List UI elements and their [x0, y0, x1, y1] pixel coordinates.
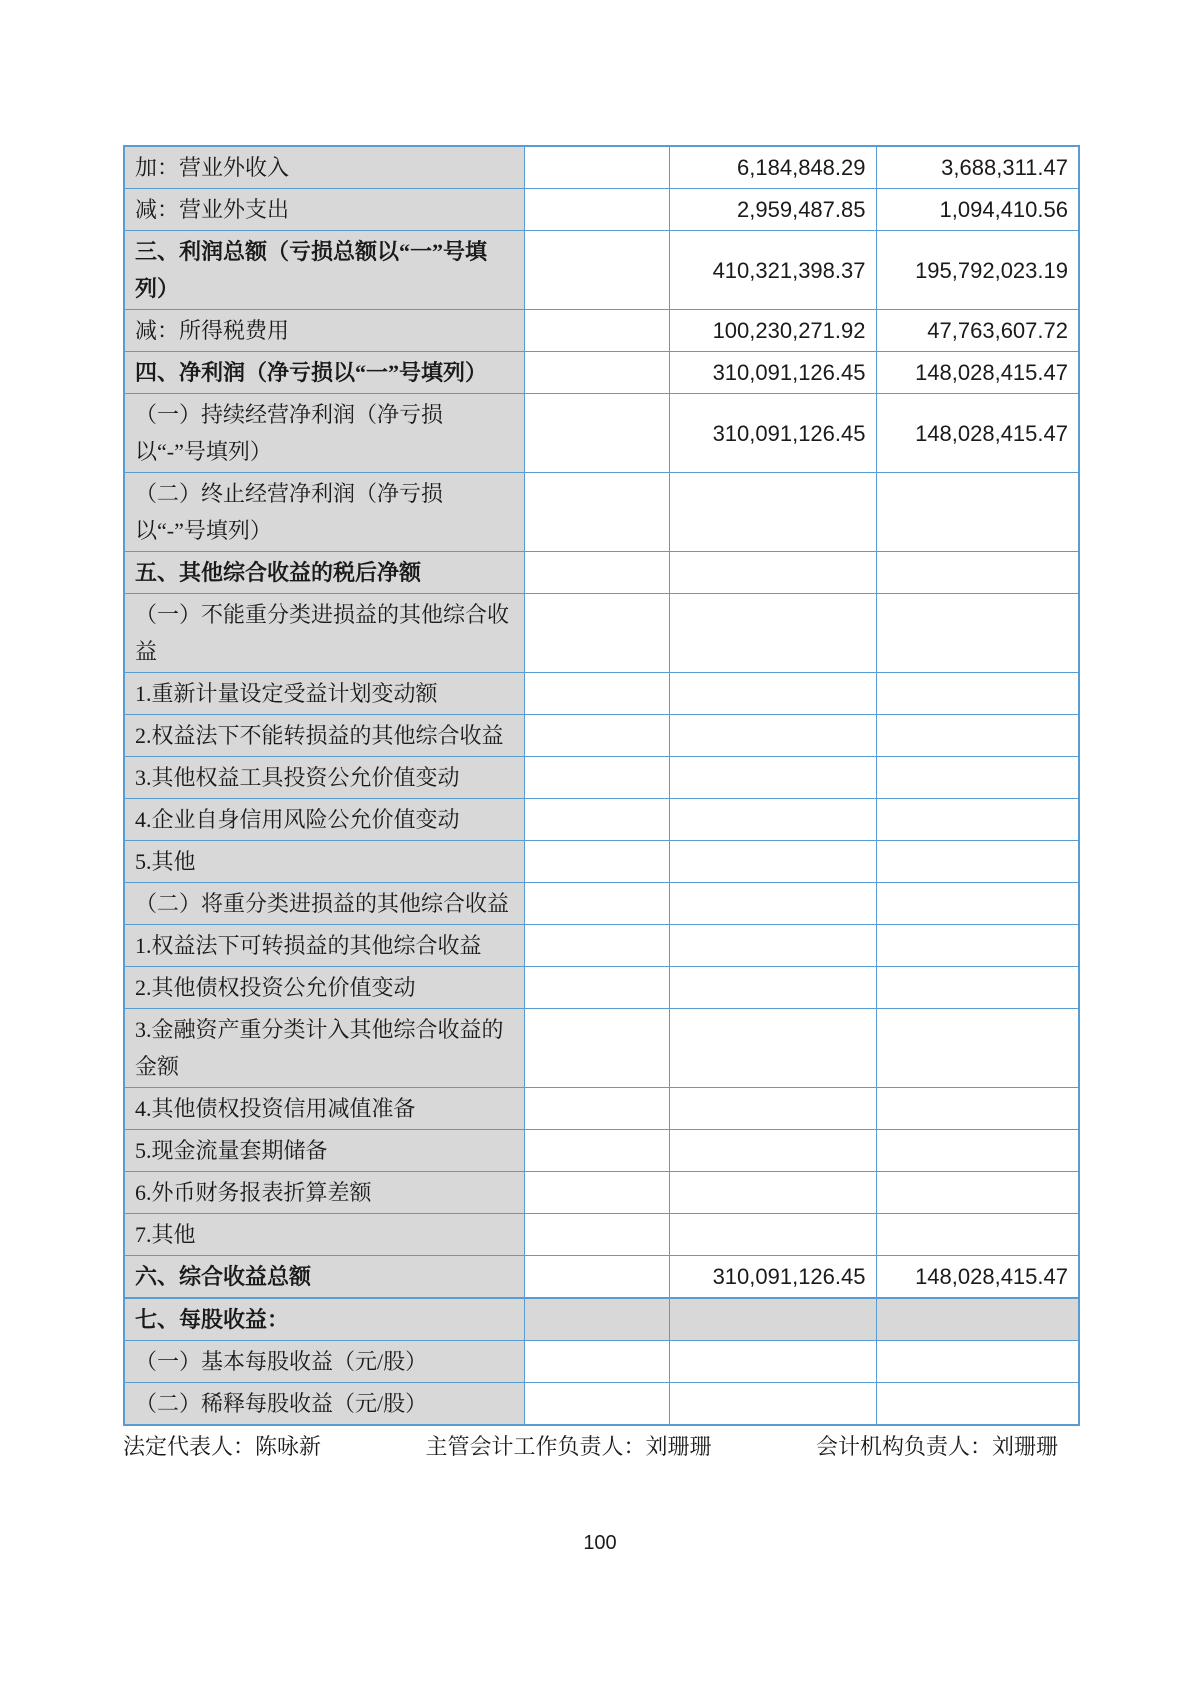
- current-amount-cell: [669, 1130, 876, 1172]
- page-number: 100: [583, 1532, 617, 1554]
- note-cell: [524, 673, 669, 715]
- table-row: [124, 715, 1079, 757]
- table-row: [124, 1088, 1079, 1130]
- row-label-cell: 加：营业外收入: [124, 146, 524, 189]
- legal-representative-text: 法定代表人：陈咏新: [123, 1434, 322, 1459]
- table-row: [124, 394, 1079, 473]
- current-amount-cell: 310,091,126.45: [669, 352, 876, 394]
- note-cell: [524, 1341, 669, 1383]
- note-cell: [524, 1383, 669, 1426]
- current-amount-cell: [669, 594, 876, 673]
- note-cell: [524, 394, 669, 473]
- current-amount-cell: [669, 1383, 876, 1426]
- note-cell: [524, 1172, 669, 1214]
- note-cell: [524, 799, 669, 841]
- row-label-cell: （二）将重分类进损益的其他综合收益: [124, 883, 524, 925]
- table-row: [124, 189, 1079, 231]
- table-row: [124, 231, 1079, 310]
- prior-amount-cell: [876, 883, 1079, 925]
- table-row: [124, 799, 1079, 841]
- prior-amount-cell: [876, 757, 1079, 799]
- note-cell: [524, 1256, 669, 1299]
- current-amount-cell: [669, 1009, 876, 1088]
- table-row: [124, 1214, 1079, 1256]
- current-amount-cell: [669, 1088, 876, 1130]
- row-label-cell: 4.其他债权投资信用减值准备: [124, 1088, 524, 1130]
- row-label-cell: 减：所得税费用: [124, 310, 524, 352]
- table-row: [124, 552, 1079, 594]
- table-row: [124, 967, 1079, 1009]
- prior-amount-cell: [876, 594, 1079, 673]
- prior-amount-cell: [876, 1088, 1079, 1130]
- note-cell: [524, 1009, 669, 1088]
- row-label-cell: （二）稀释每股收益（元/股）: [124, 1383, 524, 1426]
- table-row: [124, 146, 1079, 189]
- note-cell: [524, 925, 669, 967]
- note-cell: [524, 967, 669, 1009]
- note-cell: [524, 883, 669, 925]
- row-label-cell: 4.企业自身信用风险公允价值变动: [124, 799, 524, 841]
- note-cell: [524, 715, 669, 757]
- prior-amount-cell: [876, 967, 1079, 1009]
- row-label-cell: 3.金融资产重分类计入其他综合收益的金额: [124, 1009, 524, 1088]
- table-row: [124, 594, 1079, 673]
- current-amount-cell: [669, 1341, 876, 1383]
- table-row: [124, 841, 1079, 883]
- row-label-cell: 1.权益法下可转损益的其他综合收益: [124, 925, 524, 967]
- prior-amount-cell: [876, 715, 1079, 757]
- prior-amount-cell: 47,763,607.72: [876, 310, 1079, 352]
- note-cell: [524, 757, 669, 799]
- prior-amount-cell: [876, 673, 1079, 715]
- table-row: [124, 673, 1079, 715]
- current-amount-cell: [669, 1172, 876, 1214]
- current-amount-cell: [669, 883, 876, 925]
- prior-amount-cell: 3,688,311.47: [876, 146, 1079, 189]
- note-cell: [524, 1298, 669, 1341]
- row-label-cell: 五、其他综合收益的税后净额: [124, 552, 524, 594]
- row-label-cell: 2.权益法下不能转损益的其他综合收益: [124, 715, 524, 757]
- income-statement-body: [124, 146, 1079, 1425]
- table-row: [124, 1130, 1079, 1172]
- table-row: [124, 1172, 1079, 1214]
- prior-amount-cell: 1,094,410.56: [876, 189, 1079, 231]
- table-row: [124, 1256, 1079, 1299]
- row-label-cell: 7.其他: [124, 1214, 524, 1256]
- prior-amount-cell: [876, 1298, 1079, 1341]
- note-cell: [524, 841, 669, 883]
- current-amount-cell: 310,091,126.45: [669, 394, 876, 473]
- note-cell: [524, 231, 669, 310]
- note-cell: [524, 1130, 669, 1172]
- table-row: [124, 1009, 1079, 1088]
- current-amount-cell: 2,959,487.85: [669, 189, 876, 231]
- row-label-cell: 5.现金流量套期储备: [124, 1130, 524, 1172]
- prior-amount-cell: [876, 1009, 1079, 1088]
- row-label-cell: 四、净利润（净亏损以“一”号填列）: [124, 352, 524, 394]
- income-statement-table: [123, 145, 1080, 1426]
- table-row: [124, 925, 1079, 967]
- note-cell: [524, 352, 669, 394]
- prior-amount-cell: [876, 1341, 1079, 1383]
- row-label-cell: 6.外币财务报表折算差额: [124, 1172, 524, 1214]
- table-row: [124, 757, 1079, 799]
- row-label-cell: 2.其他债权投资公允价值变动: [124, 967, 524, 1009]
- row-label-cell: 1.重新计量设定受益计划变动额: [124, 673, 524, 715]
- prior-amount-cell: [876, 1214, 1079, 1256]
- row-label-cell: （一）基本每股收益（元/股）: [124, 1341, 524, 1383]
- table-row: [124, 473, 1079, 552]
- prior-amount-cell: 195,792,023.19: [876, 231, 1079, 310]
- prior-amount-cell: [876, 799, 1079, 841]
- note-cell: [524, 310, 669, 352]
- current-amount-cell: [669, 715, 876, 757]
- row-label-cell: 三、利润总额（亏损总额以“一”号填列）: [124, 231, 524, 310]
- note-cell: [524, 473, 669, 552]
- accounting-head-text: 会计机构负责人：刘珊珊: [815, 1434, 1058, 1459]
- table-row: [124, 883, 1079, 925]
- table-row: [124, 352, 1079, 394]
- current-amount-cell: [669, 925, 876, 967]
- current-amount-cell: [669, 1214, 876, 1256]
- table-row: [124, 1341, 1079, 1383]
- row-label-cell: 减：营业外支出: [124, 189, 524, 231]
- chief-accountant-text: 主管会计工作负责人：刘珊珊: [425, 1434, 712, 1459]
- current-amount-cell: 310,091,126.45: [669, 1256, 876, 1299]
- prior-amount-cell: [876, 473, 1079, 552]
- current-amount-cell: [669, 673, 876, 715]
- note-cell: [524, 1214, 669, 1256]
- note-cell: [524, 552, 669, 594]
- current-amount-cell: [669, 1298, 876, 1341]
- current-amount-cell: [669, 473, 876, 552]
- current-amount-cell: [669, 799, 876, 841]
- note-cell: [524, 1088, 669, 1130]
- current-amount-cell: 410,321,398.37: [669, 231, 876, 310]
- current-amount-cell: 6,184,848.29: [669, 146, 876, 189]
- row-label-cell: 3.其他权益工具投资公允价值变动: [124, 757, 524, 799]
- note-cell: [524, 189, 669, 231]
- prior-amount-cell: 148,028,415.47: [876, 1256, 1079, 1299]
- prior-amount-cell: [876, 1130, 1079, 1172]
- row-label-cell: 七、每股收益：: [124, 1298, 524, 1341]
- prior-amount-cell: [876, 925, 1079, 967]
- prior-amount-cell: [876, 1383, 1079, 1426]
- row-label-cell: （二）终止经营净利润（净亏损以“-”号填列）: [124, 473, 524, 552]
- prior-amount-cell: 148,028,415.47: [876, 394, 1079, 473]
- signature-line: [123, 1430, 1058, 1461]
- prior-amount-cell: [876, 841, 1079, 883]
- prior-amount-cell: [876, 1172, 1079, 1214]
- row-label-cell: 六、综合收益总额: [124, 1256, 524, 1299]
- note-cell: [524, 594, 669, 673]
- table-row: [124, 1383, 1079, 1426]
- row-label-cell: （一）不能重分类进损益的其他综合收益: [124, 594, 524, 673]
- prior-amount-cell: [876, 552, 1079, 594]
- table-row: [124, 1298, 1079, 1341]
- row-label-cell: 5.其他: [124, 841, 524, 883]
- current-amount-cell: [669, 841, 876, 883]
- note-cell: [524, 146, 669, 189]
- prior-amount-cell: 148,028,415.47: [876, 352, 1079, 394]
- current-amount-cell: [669, 552, 876, 594]
- current-amount-cell: [669, 967, 876, 1009]
- row-label-cell: （一）持续经营净利润（净亏损以“-”号填列）: [124, 394, 524, 473]
- table-row: [124, 310, 1079, 352]
- current-amount-cell: [669, 757, 876, 799]
- current-amount-cell: 100,230,271.92: [669, 310, 876, 352]
